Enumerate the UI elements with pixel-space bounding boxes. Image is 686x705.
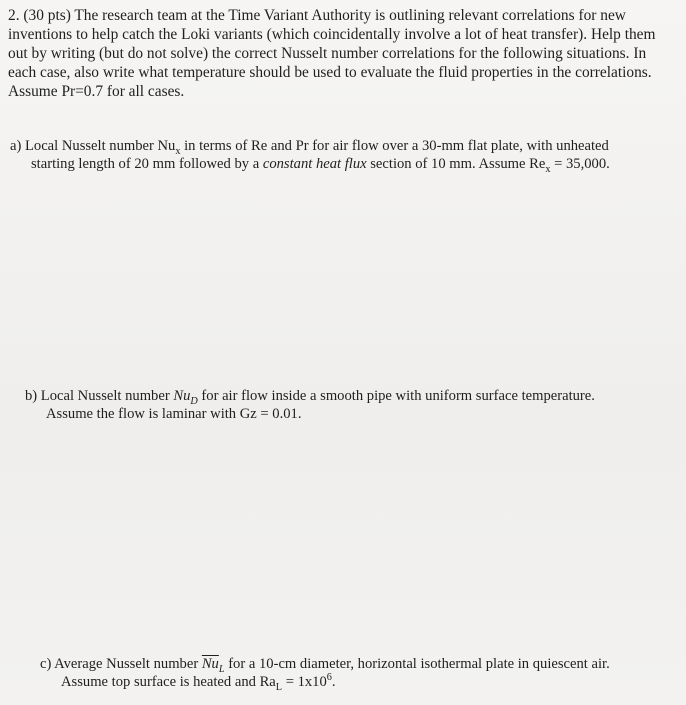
part-b xyxy=(25,387,595,423)
problem-line: Assume Pr=0.7 for all cases. xyxy=(8,83,185,100)
problem-line: inventions to help catch the Loki variants (which coincidentally involve a lot of heat transfer). Help them xyxy=(8,26,656,43)
part-c-line-1: c) Average Nusselt number $\overline{Nu}_L$ for a 10-cm diameter, horizontal isothermal plate in quiescent air. xyxy=(40,656,610,675)
nusselt-average-symbol: $\overline{Nu}$ xyxy=(201,656,219,672)
part-c xyxy=(40,655,610,691)
problem-line: 2. (30 pts) The research team at the Time Variant Authority is outlining relevant correlations for new xyxy=(8,7,626,24)
problem-statement xyxy=(8,6,680,101)
part-a-line-2: starting length of 20 mm followed by a constant heat flux section of 10 mm. Assume $Re_x = 35,000$. xyxy=(31,156,610,175)
problem-line: out by writing (but do not solve) the correct Nusselt number correlations for the following situations. In xyxy=(8,45,647,62)
part-a xyxy=(10,137,610,173)
part-a-line-1: a) Local Nusselt number $Nu_x$ in terms of Re and Pr for air flow over a 30-mm flat plate, with unheated xyxy=(10,138,609,157)
part-b-line-2: Assume the flow is laminar with Gz = 0.01. xyxy=(46,406,302,422)
part-b-line-1: b) Local Nusselt number $Nu_D$ for air flow inside a smooth pipe with uniform surface temperature. xyxy=(25,388,595,407)
problem-line: each case, also write what temperature should be used to evaluate the fluid properties in the correlations. xyxy=(8,64,652,81)
nusselt-symbol: Nu xyxy=(173,388,191,404)
part-c-line-2: Assume top surface is heated and $Ra_L = 1x10^6$. xyxy=(61,672,336,693)
